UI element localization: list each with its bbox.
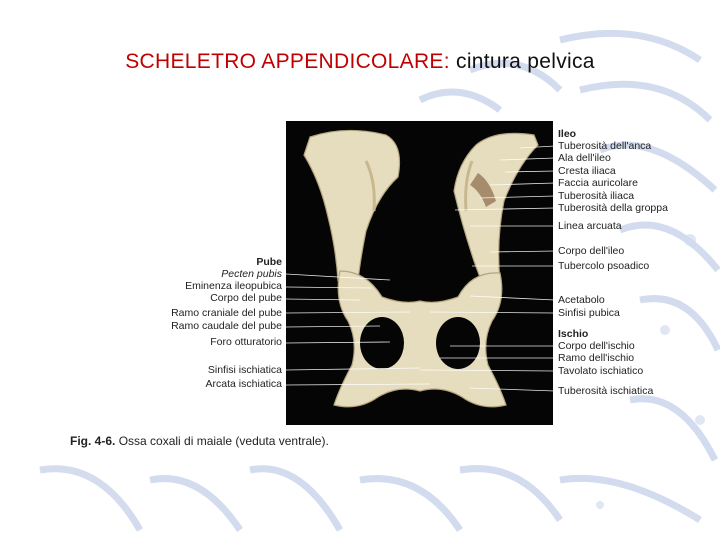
label-ileo: Ileo — [558, 128, 577, 140]
label-sinfisi-pubica: Sinfisi pubica — [558, 307, 620, 319]
label-corpo-ileo: Corpo dell'ileo — [558, 245, 625, 257]
label-pecten-pubis: Pecten pubis — [221, 268, 282, 280]
label-corpo-ischio: Corpo dell'ischio — [558, 340, 635, 352]
label-tuberosita-anca: Tuberosità dell'anca — [558, 140, 652, 152]
label-ramo-ischio: Ramo dell'ischio — [558, 352, 635, 364]
label-corpo-pube: Corpo del pube — [210, 292, 282, 304]
label-ala-ileo: Ala dell'ileo — [558, 152, 611, 164]
label-ramo-caudale-pube: Ramo caudale del pube — [171, 320, 282, 332]
label-arcata-ischiatica: Arcata ischiatica — [205, 378, 282, 390]
label-ramo-craniale-pube: Ramo craniale del pube — [171, 307, 282, 319]
label-sinfisi-ischiatica: Sinfisi ischiatica — [207, 364, 282, 376]
label-tavolato-ischiatico: Tavolato ischiatico — [558, 365, 644, 377]
slide-title — [0, 50, 720, 74]
label-tuberosita-groppa: Tuberosità della groppa — [558, 202, 668, 214]
pelvis-photo — [286, 121, 553, 425]
label-tuberosita-ischiatica: Tuberosità ischiatica — [558, 385, 654, 397]
label-ischio: Ischio — [558, 328, 589, 340]
label-cresta-iliaca: Cresta iliaca — [558, 165, 616, 177]
label-pube: Pube — [256, 256, 282, 268]
label-eminenza-ileopubica: Eminenza ileopubica — [185, 280, 282, 292]
title-part-main: SCHELETRO APPENDICOLARE: — [125, 50, 450, 73]
caption-text: Ossa coxali di maiale (veduta ventrale). — [118, 434, 329, 448]
label-acetabolo: Acetabolo — [558, 294, 605, 306]
title-part-sub: cintura pelvica — [456, 50, 595, 73]
label-linea-arcuata: Linea arcuata — [558, 220, 622, 232]
label-tuberosita-iliaca: Tuberosità iliaca — [558, 190, 635, 202]
label-tubercolo-psoadico: Tubercolo psoadico — [558, 260, 650, 272]
label-faccia-auricolare: Faccia auricolare — [558, 177, 638, 189]
label-foro-otturatorio: Foro otturatorio — [210, 336, 282, 348]
figure-caption — [70, 434, 329, 448]
caption-number: Fig. 4-6. — [70, 434, 116, 448]
